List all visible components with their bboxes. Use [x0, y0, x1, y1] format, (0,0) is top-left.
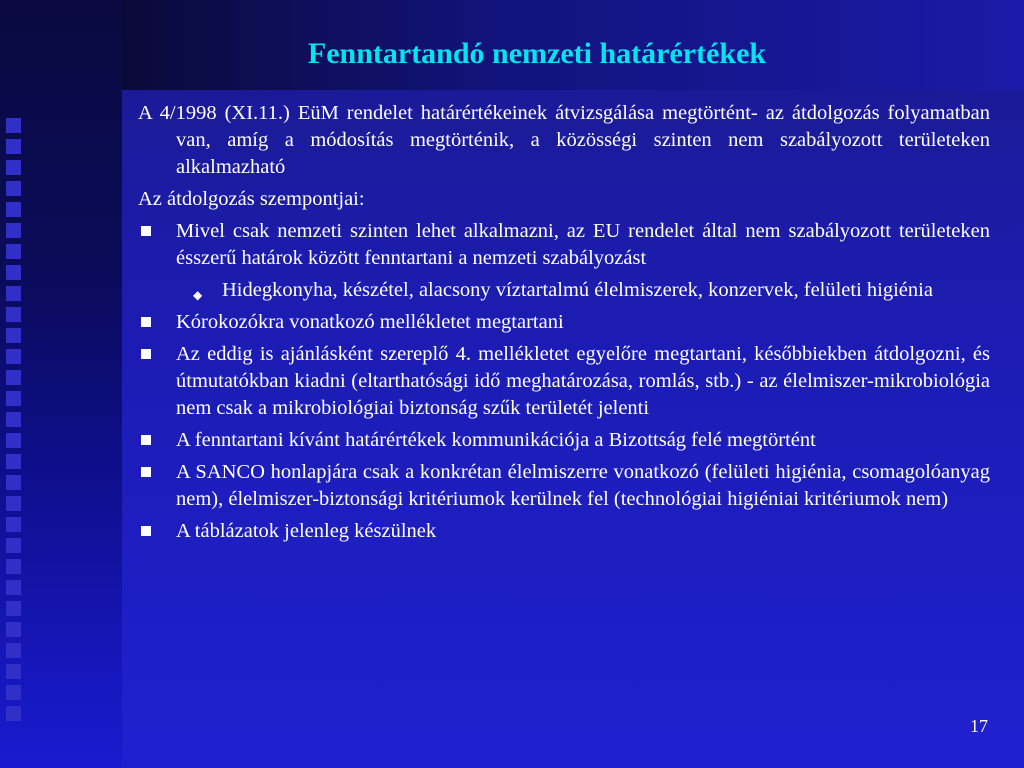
bullet-text: Mivel csak nemzeti szinten lehet alkalmazni, az EU rendelet által nem szabályozott területeken ésszerű határok között fenntartani a nemzeti szabályozást — [176, 220, 990, 269]
square-bullet-icon — [141, 435, 151, 445]
bullet-item-5 — [138, 459, 990, 513]
page-number: 17 — [970, 716, 988, 736]
bullet-text: A táblázatok jelenleg készülnek — [176, 520, 437, 542]
bullet-item-4 — [138, 427, 990, 454]
intro-paragraph: A 4/1998 (XI.11.) EüM rendelet határértékeinek átvizsgálása megtörtént- az átdolgozás folyamatban van, amíg a módosítás megtörténik, a közösségi szinten nem szabályozott területeken alkalmazható — [138, 102, 990, 178]
subheading: Az átdolgozás szempontjai: — [138, 188, 365, 210]
square-bullet-icon — [141, 526, 151, 536]
bullet-text: A fenntartani kívánt határértékek kommunikációja a Bizottság felé megtörtént — [176, 429, 816, 451]
slide-title: Fenntartandó nemzeti határértékek — [307, 37, 767, 70]
square-bullet-icon — [141, 317, 151, 327]
bullet-item-2 — [138, 309, 990, 336]
slide-body — [138, 100, 990, 550]
square-bullet-icon — [141, 226, 151, 236]
bullet-text: A SANCO honlapjára csak a konkrétan élelmiszerre vonatkozó (felületi higiénia, csomagolóanyag nem), élelmiszer-biztonsági kritériumok kerülnek fel (technológiai higiéniai kritériumok nem) — [176, 461, 990, 510]
sub-bullet-item-1 — [138, 277, 990, 304]
bullet-text: Kórokozókra vonatkozó mellékletet megtartani — [176, 311, 564, 333]
decor-squares — [6, 118, 26, 727]
bullet-item-6 — [138, 518, 990, 545]
bullet-item-3 — [138, 341, 990, 422]
square-bullet-icon — [141, 467, 151, 477]
sub-bullet-text: Hidegkonyha, készétel, alacsony víztartalmú élelmiszerek, konzervek, felületi higiénia — [222, 279, 933, 301]
bullet-item-1 — [138, 218, 990, 272]
bullet-text: Az eddig is ajánlásként szereplő 4. mellékletet egyelőre megtartani, későbbiekben átdolgozni, és útmutatókban kiadni (eltarthatósági idő meghatározása, romlás, stb.) - az élelmiszer-mikrobiológia nem csak a mikrobiológiai biztonság szűk területét jelenti — [176, 343, 990, 419]
diamond-bullet-icon: ◆ — [193, 288, 203, 302]
square-bullet-icon — [141, 349, 151, 359]
